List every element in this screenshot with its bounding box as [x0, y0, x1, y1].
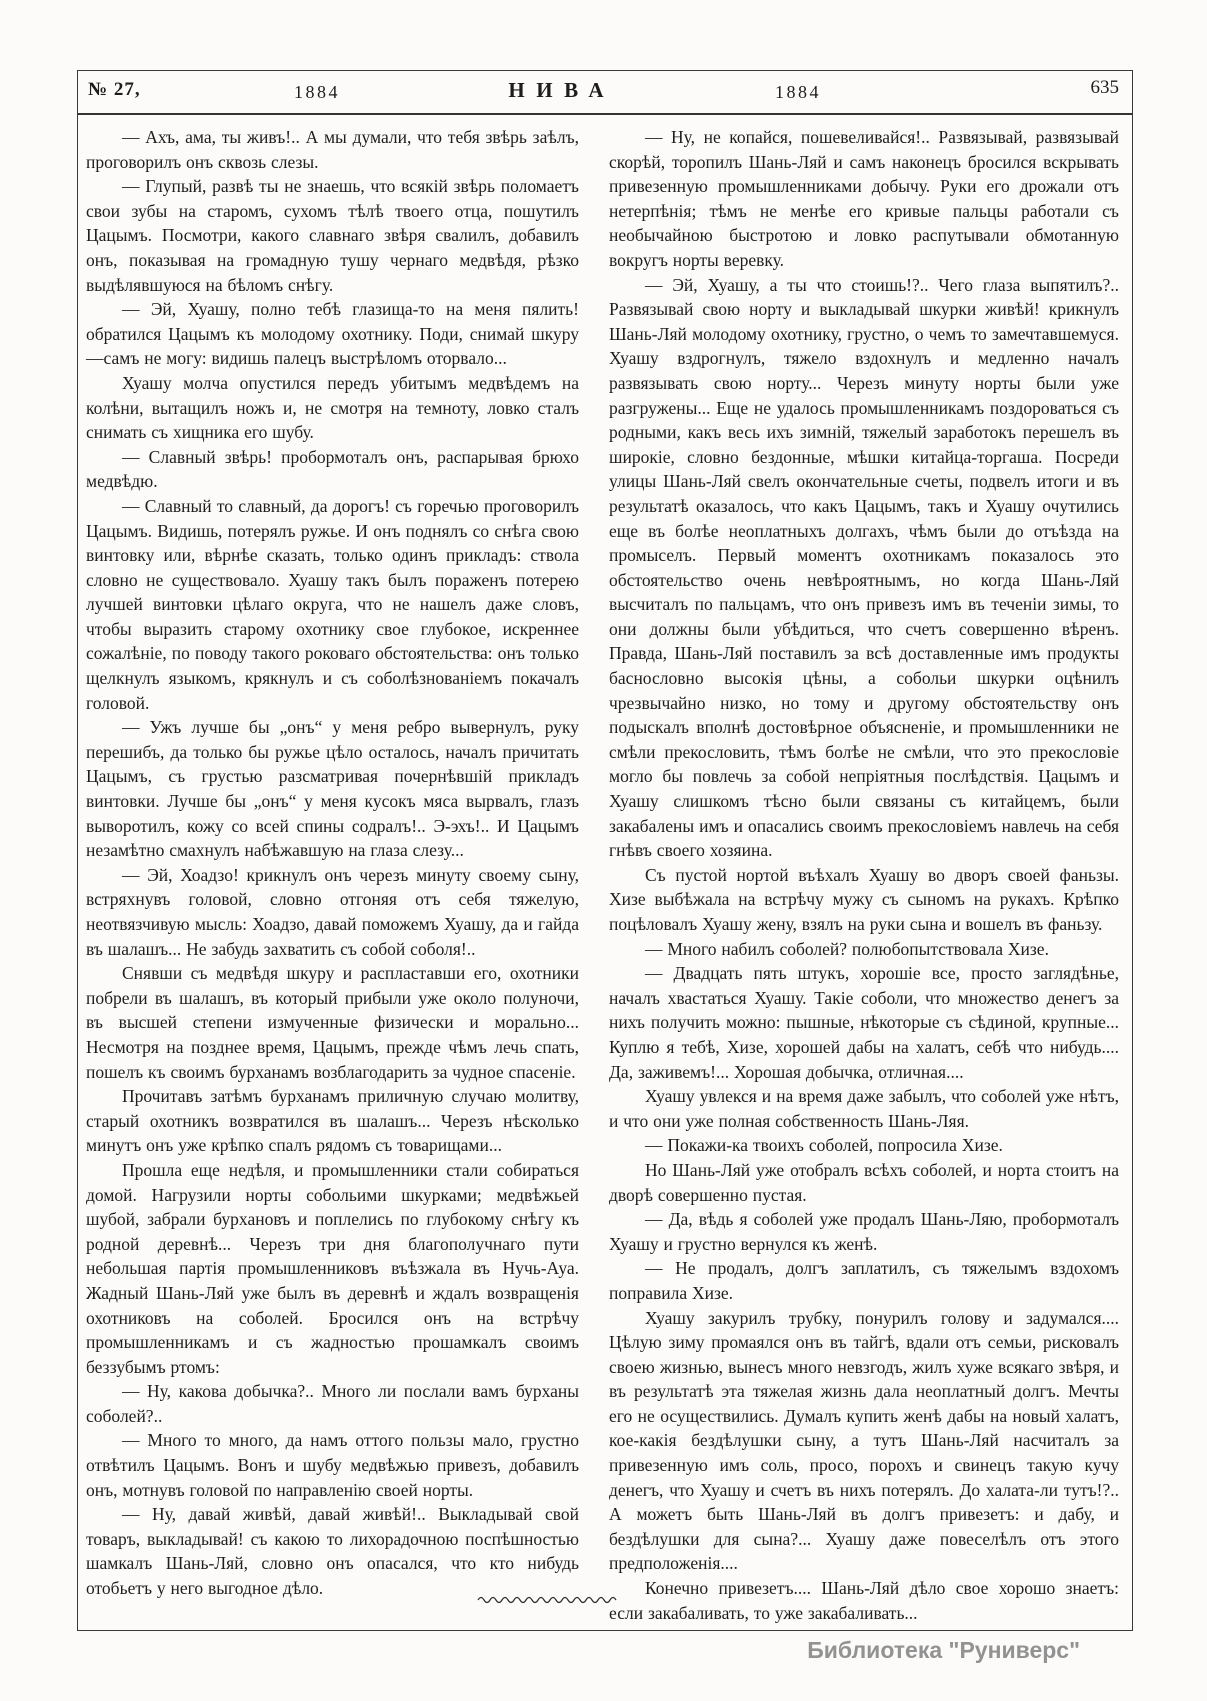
paragraph: — Ну, давай живѣй, давай живѣй!.. Выкладывай свой товаръ, выкладывай! съ какою то лихорадочною поспѣшностью шамкалъ Шань-Ляй, словно онъ опасался, что кто нибудь отобьетъ у него выгодное дѣло. — [86, 1504, 579, 1599]
paragraph: — Эй, Хуашу, а ты что стоишь!?.. Чего глаза выпятилъ?.. Развязывай свою норту и выкладывай шкурки живѣй! крикнулъ Шань-Ляй молодому охотнику, грустно, о чемъ то замечтавшемуся. Хуашу вздрогнулъ, тяжело вздохнулъ и медленно началъ развязывать свою норту... Черезъ минуту норты были уже разгружены... Еще не удалось промышленникамъ поздороваться съ родными, какъ весь ихъ зимній, тяжелый заработокъ перешелъ въ широкіе, словно бездонные, мѣшки китайца-торгаша. Посреди улицы Шань-Ляй свелъ окончательные счеты, подвелъ итоги и въ результатѣ оказалось, что какъ Цацымъ, такъ и Хуашу очутились еще въ болѣе неоплатныхъ долгахъ, чѣмъ были до отъѣзда на промыселъ. Первый моментъ охотникамъ показалось это обстоятельство очень невѣроятнымъ, но когда Шань-Ляй высчиталъ по пальцамъ, что онъ привезъ имъ въ теченіи зимы, то они должны были убѣдиться, что счетъ совершенно вѣренъ. Правда, Шань-Ляй поставилъ за всѣ доставленные имъ продукты баснословно высокія цѣны, а собольи шкурки оцѣнилъ чрезвычайно низко, но тому и другому обстоятельству онъ подыскалъ вполнѣ достовѣрное объясненіе, и промышленники не смѣли прекословить, тѣмъ болѣе не смѣли, что это прекословіе могло бы повлечь за собой непріятныя послѣдствія. Цацымъ и Хуашу слишкомъ тѣсно были связаны съ китайцемъ, были закабалены имъ и опасались своимъ прекословіемъ навлечь на себя гнѣвъ своего хозяина. — [609, 274, 1119, 861]
paragraph: Конечно привезетъ.... Шань-Ляй дѣло свое хорошо знаетъ: если закабаливать, то уже закабаливать... — [609, 1578, 1119, 1623]
paragraph: — Ужъ лучше бы „онъ“ у меня ребро вывернулъ, руку перешибъ, да только бы ружье цѣло осталось, началъ причитать Цацымъ, съ грустью разсматривая почернѣвшій прикладъ винтовки. Лучше бы „онъ“ у меня кусокъ мяса вырвалъ, глазъ выворотилъ, кожу со всей спины содралъ!.. Э-эхъ!.. И Цацымъ незамѣтно смахнулъ набѣжавшую на глаза слезу... — [86, 717, 579, 861]
paragraph: — Эй, Хуашу, полно тебѣ глазища-то на меня пялить! обратился Цацымъ къ молодому охотнику. Поди, снимай шкуру—самъ не могу: видишь палецъ выстрѣломъ оторвало... — [86, 299, 579, 369]
paragraph: — Не продалъ, долгъ заплатилъ, съ тяжелымъ вздохомъ поправила Хизе. — [609, 1258, 1119, 1303]
paragraph: — Много набилъ соболей? полюбопытствовала Хизе. — [645, 938, 1049, 959]
paragraph: — Ну, не копайся, пошевеливайся!.. Развязывай, развязывай скорѣй, торопилъ Шань-Ляй и самъ наконецъ бросился вскрывать привезенную промышленниками добычу. Руки его дрожали отъ нетерпѣнія; тѣмъ не менѣе его кривые пальцы работали съ необычайною быстротою и ловко распутывали обмотанную вокругъ норты веревку. — [609, 127, 1119, 270]
paragraph: Хуашу увлекся и на время даже забылъ, что соболей уже нѣтъ, и что они уже полная собственность Шань-Ляя. — [609, 1086, 1119, 1131]
paragraph: — Славный звѣрь! пробормоталъ онъ, распарывая брюхо медвѣдю. — [86, 446, 579, 492]
magazine-title: НИВА — [508, 78, 616, 102]
wavy-divider-icon — [476, 1591, 622, 1609]
page-header — [78, 71, 1132, 115]
paragraph: Но Шань-Ляй уже отобралъ всѣхъ соболей, и норта стоитъ на дворѣ совершенно пустая. — [609, 1159, 1119, 1205]
left-column — [86, 125, 579, 1625]
paragraph: Хуашу закурилъ трубку, понурилъ голову и задумался.... Цѣлую зиму промаялся онъ въ тайгѣ, вдали отъ семьи, рисковалъ своею жизнью, вынесъ много невзгодъ, жилъ хуже всякаго звѣря, и въ результатѣ эта тяжелая жизнь дала неоплатный долгъ. Мечты его не осуществились. Думалъ купить женѣ дабы на новый халатъ, кое-какія бездѣлушки сыну, а тутъ Шань-Ляй насчиталъ за привезенную имъ соль, просо, порохъ и свинецъ такую кучу денегъ, что Хуашу и счетъ въ нихъ потерялъ. До халата-ли тутъ!?.. А можетъ быть Шань-Ляй въ долгъ привезетъ: и дабу, и бездѣлушки для сына?... Хуашу даже повеселѣлъ отъ этого предположенія.... — [609, 1307, 1119, 1574]
paragraph: — Много то много, да намъ оттого пользы мало, грустно отвѣтилъ Цацымъ. Вонъ и шубу медвѣжью привезъ, добавилъ онъ, мотнувъ головой по направленію своей норты. — [86, 1430, 579, 1500]
issue-number: № 27, — [88, 79, 141, 100]
paragraph: — Глупый, развѣ ты не знаешь, что всякій звѣрь поломаетъ свои зубы на старомъ, сухомъ тѣлѣ твоего отца, пошутилъ Цацымъ. Посмотри, какого славнаго звѣря свалилъ, добавилъ онъ, показывая на громадную тушу чернаго медвѣдя, рѣзко выдѣлявшуюся на бѣломъ снѣгу. — [86, 176, 579, 295]
paragraph: — Двадцать пять штукъ, хорошіе все, просто заглядѣнье, началъ хвастаться Хуашу. Такіе соболи, что множество денегъ за нихъ получить можно: пышные, нѣкоторые съ сѣдиной, крупные... Куплю я тебѣ, Хизе, хорошей дабы на халатъ, себѣ что нибудь.... Да, заживемъ!... Хорошая добычка, отличная.... — [609, 963, 1119, 1082]
library-watermark: Библиотека "Руниверс" — [807, 1637, 1080, 1663]
paragraph: Хуашу молча опустился передъ убитымъ медвѣдемъ на колѣни, вытащилъ ножъ и, не смотря на темноту, ловко сталъ снимать съ хищника его шубу. — [86, 372, 579, 443]
paragraph: Прочитавъ затѣмъ бурханамъ приличную случаю молитву, старый охотникъ возвратился въ шалашъ... Черезъ нѣсколько минутъ онъ уже крѣпко спалъ рядомъ съ товарищами... — [86, 1086, 579, 1156]
paragraph: — Ну, какова добычка?.. Много ли послали вамъ бурханы соболей?.. — [86, 1381, 579, 1426]
paragraph: — Эй, Хоадзо! крикнулъ онъ черезъ минуту своему сыну, встряхнувъ головой, словно отгоняя отъ себя тяжелую, неотвязчивую мысль: Хоадзо, давай поможемъ Хуашу, да и гайда въ шалашъ... Не забудь захватить съ собой соболя!.. — [86, 864, 579, 959]
year-left: 1884 — [294, 82, 340, 102]
paragraph: — Да, вѣдь я соболей уже продалъ Шань-Ляю, пробормоталъ Хуашу и грустно вернулся къ женѣ. — [609, 1209, 1119, 1254]
text-columns — [86, 125, 1119, 1625]
paragraph: — Славный то славный, да дорогъ! съ горечью проговорилъ Цацымъ. Видишь, потерялъ ружье. И онъ поднялъ со снѣга свою винтовку или, вѣрнѣе сказать, только одинъ прикладъ: ствола словно не существовало. Хуашу такъ былъ пораженъ потерею лучшей винтовки цѣлаго округа, что не нашелъ даже словъ, чтобы выразить старому охотнику свое глубокое, искреннее сожалѣніе, по поводу такого роковаго обстоятельства: онъ только щелкнулъ языкомъ, крякнулъ и съ соболѣзнованіемъ покачалъ головой. — [86, 495, 579, 713]
year-right: 1884 — [775, 82, 821, 102]
page-frame — [77, 70, 1133, 1631]
right-column — [609, 125, 1119, 1625]
page-number: 635 — [1090, 77, 1119, 98]
paragraph: Снявши съ медвѣдя шкуру и распластавши его, охотники побрели въ шалашъ, въ который прибыли уже около полуночи, въ высшей степени измученные физически и морально... Несмотря на позднее время, Цацымъ, прежде чѣмъ лечь спать, пошелъ къ своимъ бурханамъ возблагодарить за чудное спасеніе. — [86, 963, 579, 1082]
paragraph: — Ахъ, ама, ты живъ!.. А мы думали, что тебя звѣрь заѣлъ, проговорилъ онъ сквозь слезы. — [86, 127, 579, 172]
paragraph: — Покажи-ка твоихъ соболей, попросила Хизе. — [645, 1135, 1003, 1156]
paragraph: Прошла еще недѣля, и промышленники стали собираться домой. Нагрузили норты собольими шкурками; медвѣжьей шубой, забрали бурхановъ и поплелись по глубокому снѣгу къ родной деревнѣ... Черезъ три дня благополучнаго пути небольшая партія промышленниковъ въѣзжала въ Нучь-Ауа. Жадный Шань-Ляй уже былъ въ деревнѣ и ждалъ возвращенія охотниковъ на соболей. Бросился онъ на встрѣчу промышленникамъ и съ жадностью прошамкалъ своимъ беззубымъ ртомъ: — [86, 1159, 579, 1377]
paragraph: Съ пустой нортой въѣхалъ Хуашу во дворъ своей фаньзы. Хизе выбѣжала на встрѣчу мужу съ сыномъ на рукахъ. Крѣпко поцѣловалъ Хуашу жену, взялъ на руки сына и вошелъ въ фаньзу. — [609, 864, 1119, 934]
